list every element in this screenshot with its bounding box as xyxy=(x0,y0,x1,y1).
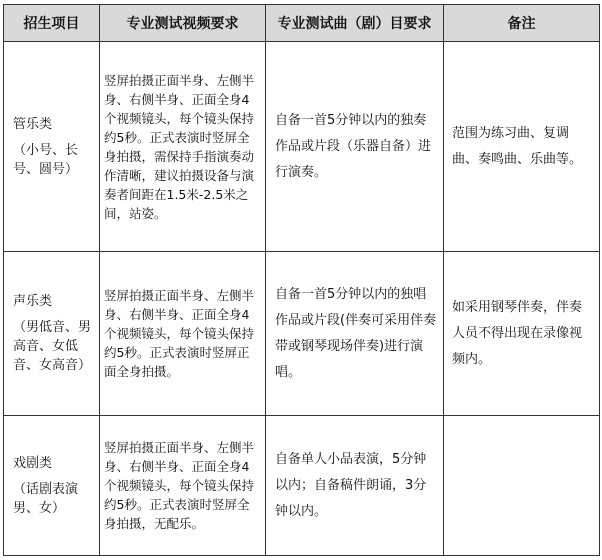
video-requirement-cell xyxy=(100,416,266,556)
header-notes: 备注 xyxy=(444,5,600,42)
table-header-row xyxy=(4,5,600,42)
category-cell xyxy=(4,252,100,416)
repertoire-requirement-cell xyxy=(266,416,444,556)
table-row xyxy=(4,252,600,416)
header-repertoire: 专业测试曲（剧）目要求 xyxy=(266,5,444,42)
category-detail: （小号、长号、圆号） xyxy=(13,142,79,177)
repertoire-requirement: 自备一首5分钟以内的独唱作品或片段(伴奏可采用伴奏带或钢琴现场伴奏)进行演唱。 xyxy=(275,286,437,380)
notes-cell xyxy=(444,416,600,556)
video-requirement: 竖屏拍摄正面半身、左侧半身、右侧半身、正面全身4个视频镜头，每个镜头保持约5秒。正式表演时竖屏全身拍摄，无配乐。 xyxy=(104,440,255,531)
category-name: 管乐类 xyxy=(13,116,53,132)
notes-text: 如采用钢琴伴奏，伴奏人员不得出现在录像视频内。 xyxy=(452,299,583,367)
category-cell xyxy=(4,42,100,252)
repertoire-requirement: 自备单人小品表演，5分钟以内；自备稿件朗诵，3分钟以内。 xyxy=(275,451,427,519)
category-cell xyxy=(4,416,100,556)
repertoire-requirement-cell xyxy=(266,42,444,252)
notes-text: 范围为练习曲、复调曲、奏鸣曲、乐曲等。 xyxy=(452,125,583,167)
repertoire-requirement: 自备一首5分钟以内的独奏作品或片段（乐器自备）进行演奏。 xyxy=(275,112,432,180)
repertoire-requirement-cell xyxy=(266,252,444,416)
video-requirement-cell xyxy=(100,252,266,416)
category-detail: （话剧表演男、女） xyxy=(13,481,79,516)
notes-cell xyxy=(444,42,600,252)
header-video: 专业测试视频要求 xyxy=(100,5,266,42)
video-requirement: 竖屏拍摄正面半身、左侧半身、右侧半身、正面全身4个视频镜头，每个镜头保持约5秒。正式表演时竖屏全身拍摄，需保持手指演奏动作清晰，建议拍摄设备与演奏者间距在1.5米-2.5米之间，站姿。 xyxy=(104,72,255,221)
category-detail: （男低音、男高音、女低音、女高音） xyxy=(13,320,92,373)
table-row xyxy=(4,42,600,252)
requirements-table xyxy=(3,4,600,556)
category-name: 戏剧类 xyxy=(13,455,53,471)
table-row xyxy=(4,416,600,556)
video-requirement-cell xyxy=(100,42,266,252)
notes-cell xyxy=(444,252,600,416)
video-requirement: 竖屏拍摄正面半身、左侧半身、右侧半身、正面全身4个视频镜头，每个镜头保持约5秒。正式表演时竖屏正面全身拍摄。 xyxy=(104,288,255,379)
category-name: 声乐类 xyxy=(13,294,53,309)
header-category: 招生项目 xyxy=(4,5,100,42)
